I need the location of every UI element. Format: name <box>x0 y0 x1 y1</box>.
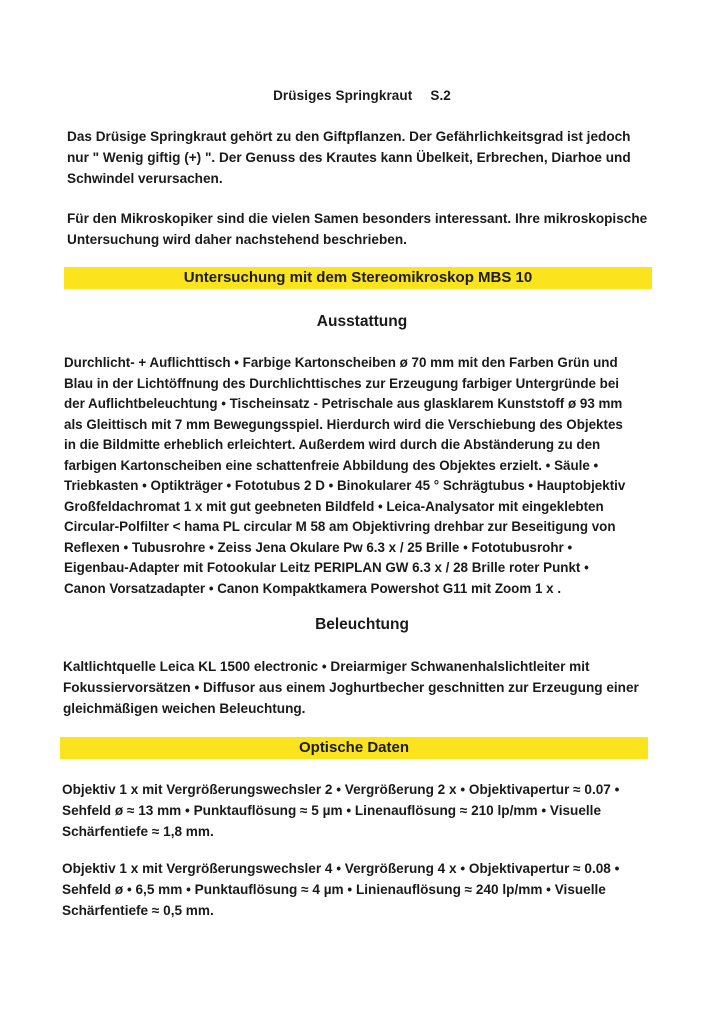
text-line: in die Bildmitte erheblich erleichtert. Außerdem wird durch die Abständerung zu den <box>64 437 601 452</box>
intro-line: Das Drüsige Springkraut gehört zu den Giftpflanzen. Der Gefährlichkeitsgrad ist jedoch <box>67 129 631 144</box>
text-line: Sehfeld ø • 6,5 mm • Punktauflösung ≈ 4 µm • Linienauflösung ≈ 240 lp/mm • Visuelle <box>62 882 606 897</box>
text-line: Eigenbau-Adapter mit Fotookular Leitz PERIPLAN GW 6.3 x / 28 Brille roter Punkt • <box>64 560 589 575</box>
text-line: als Gleittisch mit 7 mm Bewegungsspiel. Hierdurch wird die Verschiebung des Objektes <box>64 416 623 432</box>
beleuchtung-text <box>63 656 673 719</box>
text-line: Objektiv 1 x mit Vergrößerungswechsler 2 • Vergrößerung 2 x • Objektivapertur ≈ 0.07 • <box>62 782 620 797</box>
text-line: Schärfentiefe ≈ 1,8 mm. <box>62 824 214 839</box>
text-line: Kaltlichtquelle Leica KL 1500 electronic • Dreiarmiger Schwanenhalslichtleiter mit <box>63 659 590 674</box>
title-text: Drüsiges Springkraut <box>273 88 413 103</box>
banner-text: Untersuchung mit dem Stereomikroskop MBS 10 <box>183 269 533 286</box>
text-line: Objektiv 1 x mit Vergrößerungswechsler 4 • Vergrößerung 4 x • Objektivapertur ≈ 0.08 • <box>62 861 620 876</box>
optische-daten-block-1 <box>62 779 672 842</box>
banner-text: Optische Daten <box>298 739 410 756</box>
text-line: farbigen Kartonscheiben eine schattenfreie Abbildung des Objektes erzielt. • Säule • <box>64 457 599 473</box>
text-line: Circular-Polfilter < hama PL circular M 58 am Objektivring drehbar zur Beseitigung von <box>64 519 616 534</box>
text-line: Großfeldachromat 1 x mit gut geebneten Bildfeld • Leica-Analysator mit eingeklebten <box>64 498 604 514</box>
heading-beleuchtung: Beleuchtung <box>315 616 409 633</box>
intro-line: Für den Mikroskopiker sind die vielen Samen besonders interessant. Ihre mikroskopische <box>67 211 648 226</box>
page-title <box>0 88 724 103</box>
text-line: gleichmäßigen weichen Beleuchtung. <box>63 701 306 716</box>
page-number: S.2 <box>430 88 451 103</box>
ausstattung-text <box>64 353 674 599</box>
section-banner-optische-daten <box>60 737 648 759</box>
text-line: Schärfentiefe ≈ 0,5 mm. <box>62 903 214 918</box>
intro-line: Schwindel verursachen. <box>67 171 223 186</box>
intro-paragraph-2 <box>67 208 667 250</box>
optische-daten-block-2 <box>62 858 672 921</box>
intro-paragraph-1 <box>67 126 667 189</box>
section-banner-stereomikroskop <box>64 267 652 289</box>
text-line: Triebkasten • Optikträger • Fototubus 2 D • Binokularer 45 ° Schrägtubus • Hauptobjektiv <box>64 478 626 493</box>
text-line: Durchlicht- + Auflichttisch • Farbige Kartonscheiben ø 70 mm mit den Farben Grün und <box>64 355 618 370</box>
intro-line: nur " Wenig giftig (+) ". Der Genuss des Krautes kann Übelkeit, Erbrechen, Diarhoe und <box>67 150 631 165</box>
text-line: der Auflichtbeleuchtung • Tischeinsatz - Petrischale aus glasklarem Kunststoff ø 93 mm <box>64 396 623 411</box>
text-line: Blau in der Lichtöffnung des Durchlichttisches zur Erzeugung farbiger Untergründe bei <box>64 375 620 391</box>
text-line: Reflexen • Tubusrohre • Zeiss Jena Okulare Pw 6.3 x / 25 Brille • Fototubusrohr • <box>64 539 573 555</box>
text-line: Sehfeld ø ≈ 13 mm • Punktauflösung ≈ 5 µm • Linenauflösung ≈ 210 lp/mm • Visuelle <box>62 803 602 818</box>
text-line: Fokussiervorsätzen • Diffusor aus einem Joghurtbecher geschnitten zur Erzeugung einer <box>63 680 639 695</box>
heading-ausstattung: Ausstattung <box>316 313 408 330</box>
intro-line: Untersuchung wird daher nachstehend beschrieben. <box>67 232 407 247</box>
text-line: Canon Vorsatzadapter • Canon Kompaktkamera Powershot G11 mit Zoom 1 x . <box>64 580 562 596</box>
